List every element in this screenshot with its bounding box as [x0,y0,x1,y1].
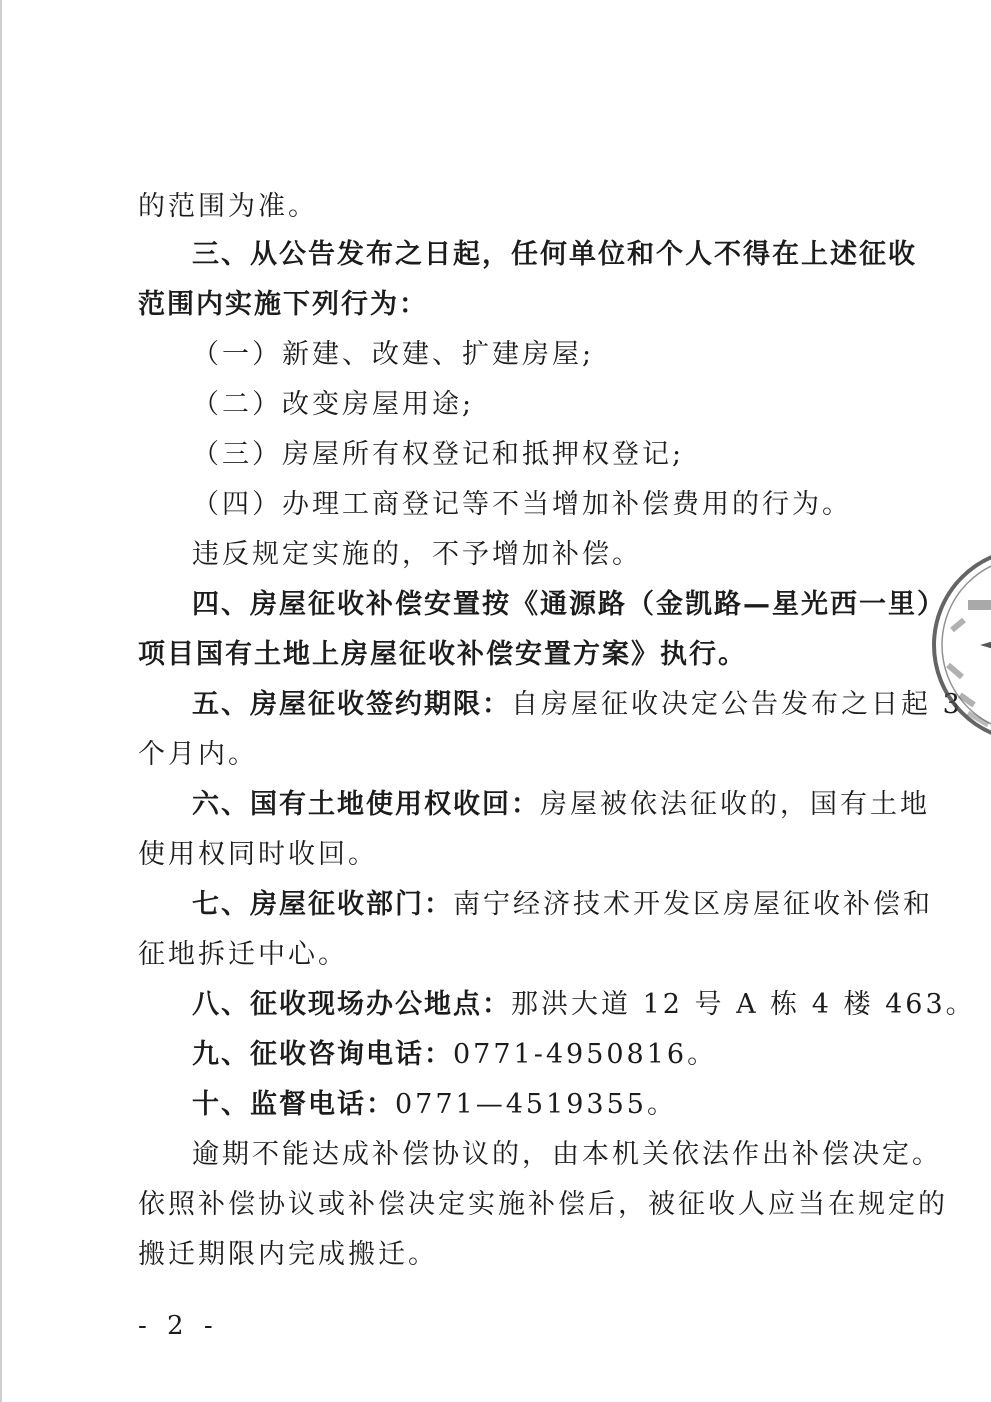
seal-mark [960,695,974,705]
text-line: 依照补偿协议或补偿决定实施补偿后，被征收人应当在规定的 [138,1189,948,1220]
text-line: 使用权同时收回。 [138,839,378,870]
text-line: 个月内。 [138,739,258,770]
seal-icon [928,545,991,745]
seal-mark [952,620,964,630]
section-line: 九、征收咨询电话：0771-4950816。 [192,1039,718,1070]
section-line: 七、房屋征收部门：南宁经济技术开发区房屋征收补偿和 [192,889,933,920]
text-line: 的范围为准。 [138,191,318,222]
section-line: 五、房屋征收签约期限：自房屋征收决定公告发布之日起 3 [192,689,963,720]
section-heading-line: 范围内实施下列行为： [138,289,428,320]
section-line: 六、国有土地使用权收回：房屋被依法征收的，国有土地 [192,789,930,820]
list-item: （二）改变房屋用途; [192,389,475,420]
seal-mark [948,665,962,677]
seal-star [980,633,991,657]
list-item: （三）房屋所有权登记和抵押权登记; [192,439,685,470]
text-line: 逾期不能达成补偿协议的，由本机关依法作出补偿决定。 [192,1139,942,1170]
list-item: （一）新建、改建、扩建房屋; [192,339,595,370]
section-heading-line: 三、从公告发布之日起，任何单位和个人不得在上述征收 [192,239,917,270]
text-line: 违反规定实施的，不予增加补偿。 [192,539,642,570]
official-seal [928,545,991,745]
text-line: 搬迁期限内完成搬迁。 [138,1239,438,1270]
list-item: （四）办理工商登记等不当增加补偿费用的行为。 [192,489,852,520]
section-heading-line: 四、房屋征收补偿安置按《通源路（金凯路—星光西一里） [192,589,946,620]
section-line: 十、监督电话：0771—4519355。 [192,1089,677,1120]
page-number: - 2 - [138,1311,219,1341]
section-heading-line: 项目国有土地上房屋征收补偿安置方案》执行。 [138,639,747,670]
page-edge [0,0,2,1402]
text-line: 征地拆迁中心。 [138,939,348,970]
section-line: 八、征收现场办公地点：那洪大道 12 号 A 栋 4 楼 463。 [192,989,976,1020]
